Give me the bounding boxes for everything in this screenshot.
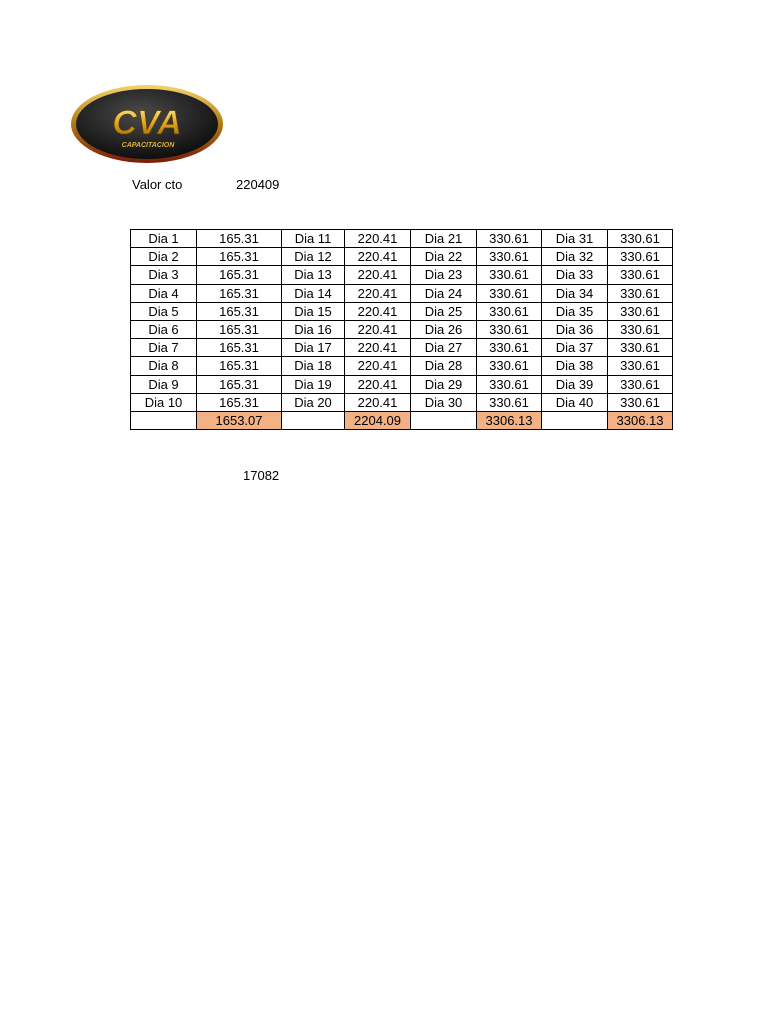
day-value-cell: 330.61	[608, 302, 673, 320]
empty-cell	[131, 411, 197, 429]
day-value-cell: 330.61	[477, 284, 542, 302]
day-value-cell: 330.61	[608, 248, 673, 266]
day-label-cell: Dia 11	[282, 230, 345, 248]
day-value-cell: 220.41	[345, 393, 411, 411]
table-row	[131, 248, 673, 266]
day-value-cell: 330.61	[477, 393, 542, 411]
table-row	[131, 357, 673, 375]
day-value-cell: 330.61	[477, 357, 542, 375]
day-value-cell: 330.61	[477, 230, 542, 248]
day-value-cell: 220.41	[345, 284, 411, 302]
empty-cell	[411, 411, 477, 429]
day-value-cell: 330.61	[608, 339, 673, 357]
table-row	[131, 284, 673, 302]
day-label-cell: Dia 9	[131, 375, 197, 393]
day-value-cell: 330.61	[477, 375, 542, 393]
day-label-cell: Dia 2	[131, 248, 197, 266]
day-label-cell: Dia 5	[131, 302, 197, 320]
day-value-cell: 330.61	[477, 266, 542, 284]
day-value-cell: 220.41	[345, 357, 411, 375]
day-label-cell: Dia 27	[411, 339, 477, 357]
day-label-cell: Dia 10	[131, 393, 197, 411]
table-row	[131, 302, 673, 320]
day-label-cell: Dia 30	[411, 393, 477, 411]
day-label-cell: Dia 26	[411, 320, 477, 338]
valor-value: 220409	[236, 177, 280, 192]
day-label-cell: Dia 36	[542, 320, 608, 338]
day-label-cell: Dia 19	[282, 375, 345, 393]
day-value-cell: 330.61	[608, 230, 673, 248]
day-label-cell: Dia 39	[542, 375, 608, 393]
table-row	[131, 375, 673, 393]
table-row	[131, 230, 673, 248]
totals-row	[131, 411, 673, 429]
day-value-cell: 220.41	[345, 339, 411, 357]
day-label-cell: Dia 4	[131, 284, 197, 302]
day-label-cell: Dia 40	[542, 393, 608, 411]
day-value-cell: 330.61	[477, 302, 542, 320]
day-label-cell: Dia 8	[131, 357, 197, 375]
day-label-cell: Dia 37	[542, 339, 608, 357]
day-label-cell: Dia 20	[282, 393, 345, 411]
svg-text:CAPACITACION: CAPACITACION	[121, 142, 175, 149]
day-value-cell: 165.31	[197, 248, 282, 266]
day-value-cell: 220.41	[345, 266, 411, 284]
day-label-cell: Dia 14	[282, 284, 345, 302]
day-value-cell: 165.31	[197, 230, 282, 248]
empty-cell	[282, 411, 345, 429]
day-label-cell: Dia 25	[411, 302, 477, 320]
day-label-cell: Dia 32	[542, 248, 608, 266]
day-label-cell: Dia 35	[542, 302, 608, 320]
total-cell: 1653.07	[197, 411, 282, 429]
day-value-cell: 330.61	[608, 284, 673, 302]
day-value-cell: 165.31	[197, 302, 282, 320]
day-label-cell: Dia 13	[282, 266, 345, 284]
day-label-cell: Dia 6	[131, 320, 197, 338]
day-label-cell: Dia 21	[411, 230, 477, 248]
day-value-cell: 165.31	[197, 375, 282, 393]
day-value-cell: 165.31	[197, 320, 282, 338]
day-label-cell: Dia 28	[411, 357, 477, 375]
day-label-cell: Dia 34	[542, 284, 608, 302]
day-value-cell: 220.41	[345, 248, 411, 266]
day-value-cell: 165.31	[197, 266, 282, 284]
day-value-cell: 220.41	[345, 375, 411, 393]
day-label-cell: Dia 23	[411, 266, 477, 284]
day-label-cell: Dia 33	[542, 266, 608, 284]
cva-logo	[70, 84, 224, 164]
day-value-cell: 330.61	[477, 339, 542, 357]
day-value-cell: 330.61	[608, 357, 673, 375]
day-label-cell: Dia 16	[282, 320, 345, 338]
total-cell: 3306.13	[477, 411, 542, 429]
day-label-cell: Dia 24	[411, 284, 477, 302]
empty-cell	[542, 411, 608, 429]
day-value-cell: 330.61	[477, 248, 542, 266]
total-cell: 2204.09	[345, 411, 411, 429]
table-row	[131, 320, 673, 338]
table-row	[131, 393, 673, 411]
day-label-cell: Dia 17	[282, 339, 345, 357]
day-label-cell: Dia 31	[542, 230, 608, 248]
day-label-cell: Dia 38	[542, 357, 608, 375]
day-label-cell: Dia 12	[282, 248, 345, 266]
day-label-cell: Dia 18	[282, 357, 345, 375]
day-value-cell: 165.31	[197, 393, 282, 411]
day-label-cell: Dia 22	[411, 248, 477, 266]
daily-values-table	[130, 229, 673, 430]
day-value-cell: 330.61	[608, 266, 673, 284]
svg-text:CVA: CVA	[112, 104, 182, 142]
day-value-cell: 220.41	[345, 302, 411, 320]
day-value-cell: 220.41	[345, 320, 411, 338]
day-value-cell: 330.61	[608, 393, 673, 411]
day-label-cell: Dia 7	[131, 339, 197, 357]
valor-label: Valor cto	[132, 177, 183, 192]
day-value-cell: 220.41	[345, 230, 411, 248]
day-label-cell: Dia 29	[411, 375, 477, 393]
day-value-cell: 165.31	[197, 339, 282, 357]
table-row	[131, 339, 673, 357]
footer-value: 17082	[243, 468, 280, 483]
table-row	[131, 266, 673, 284]
day-value-cell: 165.31	[197, 357, 282, 375]
day-value-cell: 330.61	[608, 320, 673, 338]
day-value-cell: 330.61	[608, 375, 673, 393]
total-cell: 3306.13	[608, 411, 673, 429]
day-value-cell: 165.31	[197, 284, 282, 302]
day-value-cell: 330.61	[477, 320, 542, 338]
day-label-cell: Dia 1	[131, 230, 197, 248]
cva-logo-icon	[70, 84, 224, 164]
day-label-cell: Dia 15	[282, 302, 345, 320]
day-label-cell: Dia 3	[131, 266, 197, 284]
